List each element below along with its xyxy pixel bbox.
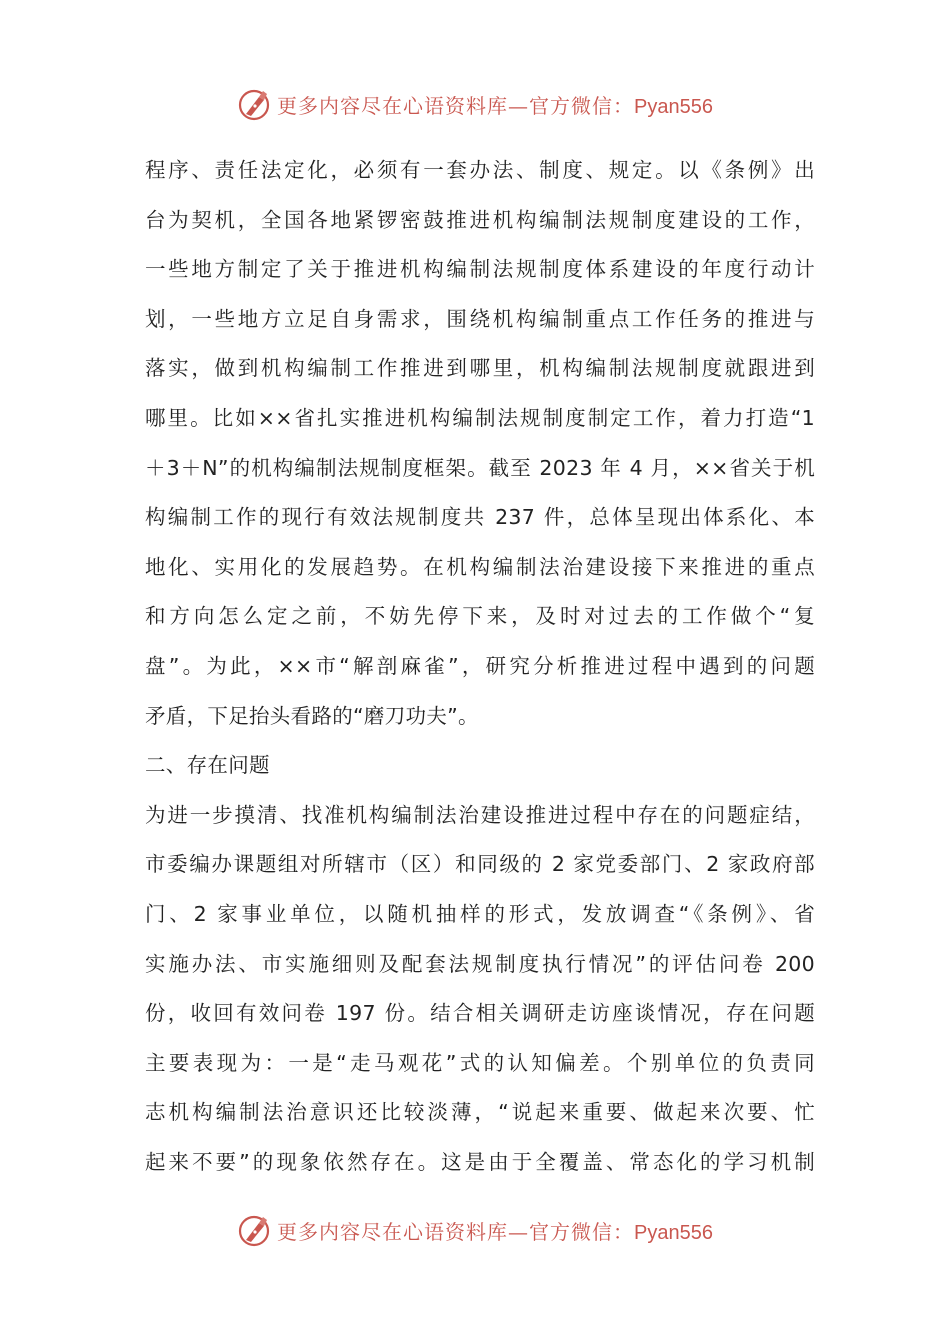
body-line: ＋3＋N”的机构编制法规制度框架。截至 2023 年 4 月，××省关于机 bbox=[145, 455, 815, 480]
body-line: 一些地方制定了关于推进机构编制法规制度体系建设的年度行动计 bbox=[145, 257, 815, 282]
body-line: 市委编办课题组对所辖市（区）和同级的 2 家党委部门、2 家政府部 bbox=[145, 852, 815, 877]
body-line: 主要表现为：一是“走马观花”式的认知偏差。个别单位的负责同 bbox=[145, 1050, 815, 1075]
body-line: 志机构编制法治意识还比较淡薄，“说起来重要、做起来次要、忙 bbox=[145, 1100, 815, 1125]
body-line: 份，收回有效问卷 197 份。结合相关调研走访座谈情况，存在问题 bbox=[145, 1001, 815, 1026]
footer-wechat-id: Pyan556 bbox=[634, 1221, 713, 1244]
body-line: 矛盾，下足抬头看路的“磨刀功夫”。 bbox=[145, 703, 479, 728]
body-line: 盘”。为此，××市“解剖麻雀”，研究分析推进过程中遇到的问题 bbox=[145, 653, 815, 678]
header-banner bbox=[0, 84, 950, 124]
body-line: 台为契机，全国各地紧锣密鼓推进机构编制法规制度建设的工作， bbox=[145, 207, 815, 232]
footer-banner-text: 更多内容尽在心语资料库—官方微信：Pyan556 bbox=[277, 1219, 713, 1244]
body-line: 落实，做到机构编制工作推进到哪里，机构编制法规制度就跟进到 bbox=[145, 356, 815, 381]
header-wechat-id: Pyan556 bbox=[634, 95, 713, 118]
body-line: 划，一些地方立足自身需求，围绕机构编制重点工作任务的推进与 bbox=[145, 306, 815, 331]
body-line: 地化、实用化的发展趋势。在机构编制法治建设接下来推进的重点 bbox=[145, 554, 815, 579]
body-line: 哪里。比如××省扎实推进机构编制法规制度制定工作，着力打造“1 bbox=[145, 405, 815, 430]
body-line: 构编制工作的现行有效法规制度共 237 件，总体呈现出体系化、本 bbox=[145, 505, 815, 530]
footer-banner bbox=[0, 1210, 950, 1250]
body-line: 起来不要”的现象依然存在。这是由于全覆盖、常态化的学习机制 bbox=[145, 1149, 815, 1174]
body-line: 实施办法、市实施细则及配套法规制度执行情况”的评估问卷 200 bbox=[145, 951, 815, 976]
section-heading: 二、存在问题 bbox=[145, 753, 270, 778]
header-banner-text: 更多内容尽在心语资料库—官方微信：Pyan556 bbox=[277, 93, 713, 118]
pen-nib-logo-icon bbox=[237, 87, 271, 121]
body-line: 程序、责任法定化，必须有一套办法、制度、规定。以《条例》出 bbox=[145, 158, 815, 182]
document-body bbox=[145, 146, 815, 1187]
body-line: 门、2 家事业单位，以随机抽样的形式，发放调查“《条例》、省 bbox=[145, 901, 815, 926]
body-line: 和方向怎么定之前，不妨先停下来，及时对过去的工作做个“复 bbox=[145, 604, 815, 629]
pen-nib-logo-icon bbox=[237, 1213, 271, 1247]
body-line: 为进一步摸清、找准机构编制法治建设推进过程中存在的问题症结， bbox=[145, 802, 815, 827]
